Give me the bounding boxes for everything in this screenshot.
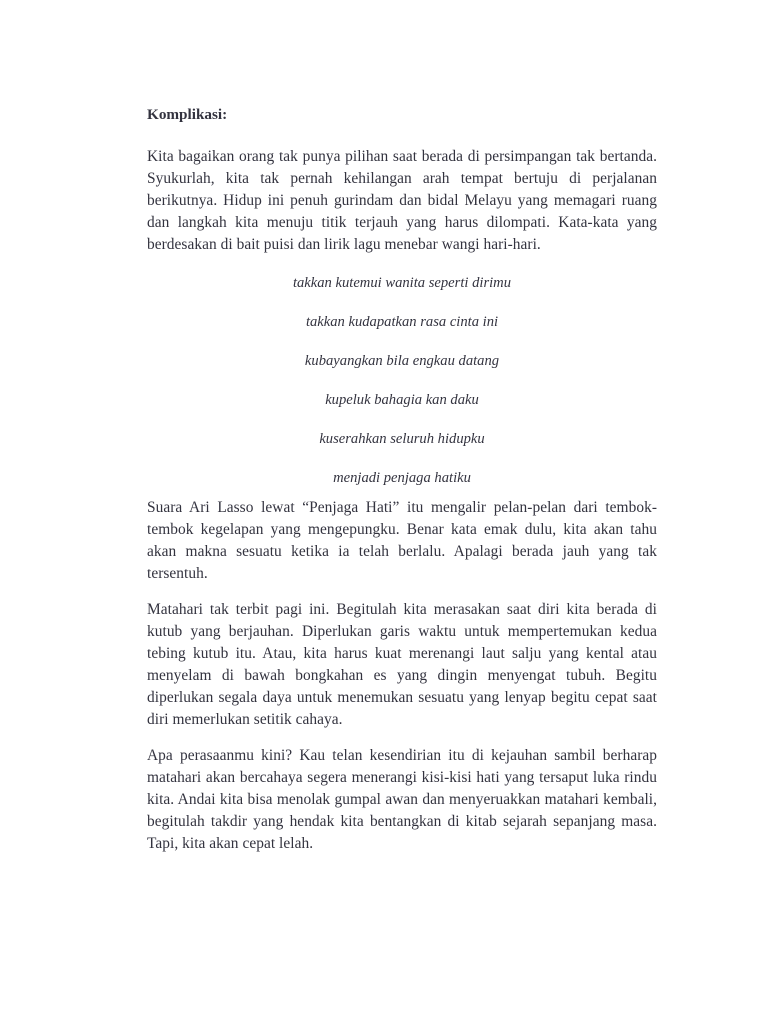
poem-line: menjadi penjaga hatiku (333, 470, 471, 486)
paragraph-intro: Kita bagaikan orang tak punya pilihan saat berada di persimpangan tak bertanda. Syukurlah, kita tak pernah kehilangan arah tempat bertuju di perjalanan berikutnya. Hidup ini penuh gurindam dan bidal Melayu yang memagari ruang dan langkah kita menuju titik terjauh yang harus dilompati. Kata-kata yang berdesakan di bait puisi dan lirik lagu menebar wangi hari-hari. (147, 148, 657, 253)
paragraph-ari-lasso: Suara Ari Lasso lewat “Penjaga Hati” itu mengalir pelan-pelan dari tembok-tembok kegelapan yang mengepungku. Benar kata emak dulu, kita akan tahu akan makna sesuatu ketika ia telah berlalu. Apalagi berada jauh yang tak tersentuh. (147, 499, 657, 582)
paragraph-matahari: Matahari tak terbit pagi ini. Begitulah kita merasakan saat diri kita berada di kutub yang berjauhan. Diperlukan garis waktu untuk mempertemukan kedua tebing kutub itu. Atau, kita harus kuat merenangi laut salju yang kental atau menyelam di bawah bongkahan es yang dingin menyengat tubuh. Begitu diperlukan segala daya untuk menemukan sesuatu yang lenyap begitu cepat saat diri memerlukan setitik cahaya. (147, 601, 657, 728)
poem-line: kuserahkan seluruh hidupku (319, 431, 485, 447)
document-page (147, 104, 657, 869)
poem-line: kubayangkan bila engkau datang (304, 353, 500, 369)
poem-block (147, 272, 657, 489)
poem-line: takkan kutemui wanita seperti dirimu (292, 275, 512, 291)
section-heading: Komplikasi: (147, 106, 228, 123)
paragraph-perasaan: Apa perasaanmu kini? Kau telan kesendirian itu di kejauhan sambil berharap matahari akan bercahaya segera menerangi kisi-kisi hati yang tersaput luka rindu kita. Andai kita bisa menolak gumpal awan dan menyeruakkan matahari kembali, begitulah takdir yang hendak kita bentangkan di kitab sejarah sepanjang masa. Tapi, kita akan cepat lelah. (147, 747, 657, 852)
poem-line: takkan kudapatkan rasa cinta ini (305, 314, 499, 330)
poem-line: kupeluk bahagia kan daku (325, 392, 479, 408)
